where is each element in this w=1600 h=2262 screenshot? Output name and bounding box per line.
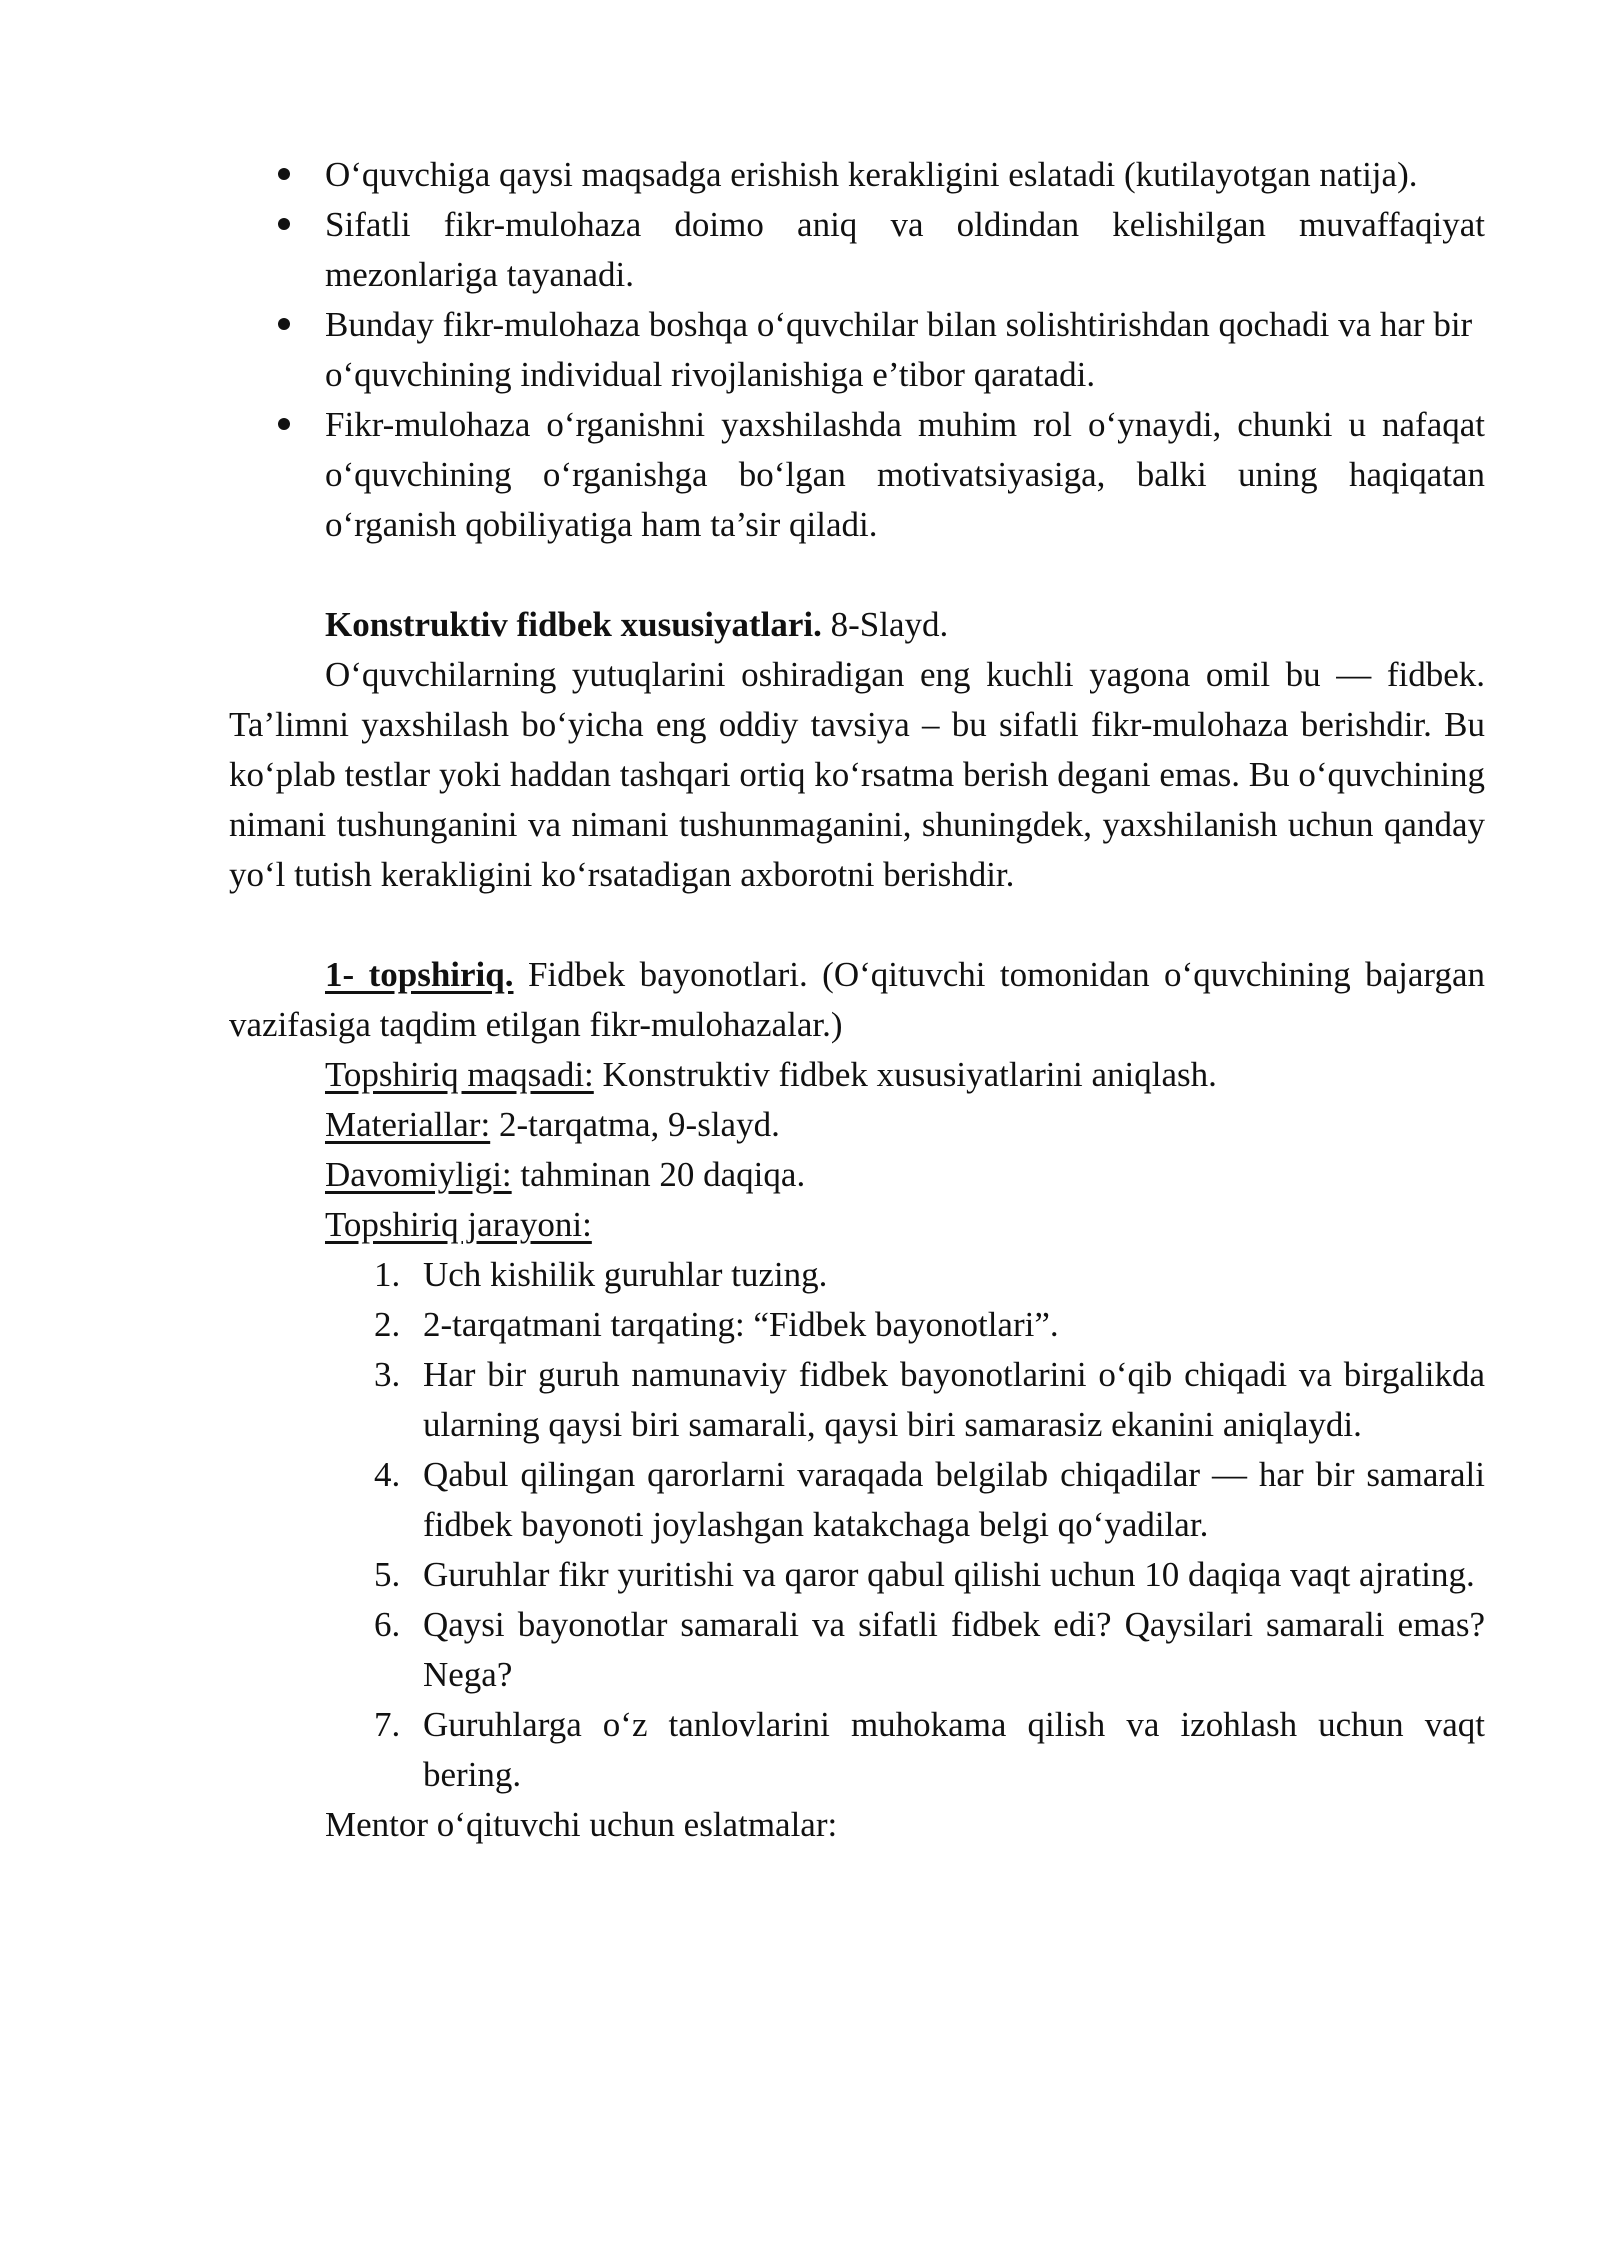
task-goal-label: Topshiriq maqsadi: bbox=[325, 1055, 594, 1094]
step-number: 7. bbox=[374, 1705, 401, 1744]
step-text: Guruhlarga o‘z tanlovlarini muhokama qilish va izohlash uchun vaqt bering. bbox=[423, 1705, 1485, 1794]
task-duration bbox=[229, 1150, 1485, 1200]
section-slide-ref: 8-Slayd. bbox=[821, 605, 949, 644]
mentor-notes-heading: Mentor o‘qituvchi uchun eslatmalar: bbox=[325, 1805, 838, 1844]
step-text: Qabul qilingan qarorlarni varaqada belgilab chiqadilar — har bir samarali fidbek bayonoti joylashgan katakchaga belgi qo‘yadilar. bbox=[423, 1455, 1485, 1544]
step-number: 5. bbox=[374, 1555, 401, 1594]
section-heading bbox=[229, 600, 1485, 650]
task-title: Fidbek bayonotlari. (O‘qituvchi tomonidan o‘quvchining bajargan vazifasiga taqdim etilgan fikr-mulohazalar.) bbox=[229, 955, 1485, 1044]
bullet-text: Fikr-mulohaza o‘rganishni yaxshilashda muhim rol o‘ynaydi, chunki u nafaqat o‘quvchining o‘rganishga bo‘lgan motivatsiyasiga, balki uning haqiqatan o‘rganish qobiliyatiga ham ta’sir qiladi. bbox=[325, 405, 1485, 544]
task-materials-text: 2-tarqatma, 9-slayd. bbox=[490, 1105, 780, 1144]
step-number: 3. bbox=[374, 1355, 401, 1394]
bullet-item bbox=[229, 300, 1485, 400]
task-duration-text: tahminan 20 daqiqa. bbox=[511, 1155, 806, 1194]
spacer bbox=[229, 900, 1485, 950]
step-text: Uch kishilik guruhlar tuzing. bbox=[423, 1255, 828, 1294]
list-item bbox=[229, 1350, 1485, 1450]
bullet-dot-icon bbox=[278, 418, 290, 430]
task-materials bbox=[229, 1100, 1485, 1150]
bullet-dot-icon bbox=[278, 218, 290, 230]
bullet-item bbox=[229, 150, 1485, 200]
list-item bbox=[229, 1550, 1485, 1600]
bullet-dot-icon bbox=[278, 168, 290, 180]
task-process-label: Topshiriq jarayoni: bbox=[325, 1205, 592, 1244]
bullet-text: O‘quvchiga qaysi maqsadga erishish kerakligini eslatadi (kutilayotgan natija). bbox=[325, 155, 1418, 194]
bullet-item bbox=[229, 200, 1485, 300]
spacer bbox=[229, 550, 1485, 600]
task-goal bbox=[229, 1050, 1485, 1100]
list-item bbox=[229, 1450, 1485, 1550]
section-paragraph: O‘quvchilarning yutuqlarini oshiradigan eng kuchli yagona omil bu — fidbek. Ta’limni yaxshilash bo‘yicha eng oddiy tavsiya – bu sifatli fikr-mulohaza berishdir. Bu ko‘plab testlar yoki haddan tashqari ortiq ko‘rsatma berish degani emas. Bu o‘quvchining nimani tushunganini va nimani tushunmaganini, shuningdek, yaxshilanish uchun qanday yo‘l tutish kerakligini ko‘rsatadigan axborotni berishdir. bbox=[229, 655, 1485, 894]
list-item bbox=[229, 1600, 1485, 1700]
step-number: 4. bbox=[374, 1455, 401, 1494]
bullet-item bbox=[229, 400, 1485, 550]
task-materials-label: Materiallar: bbox=[325, 1105, 491, 1144]
step-text: Qaysi bayonotlar samarali va sifatli fidbek edi? Qaysilari samarali emas? Nega? bbox=[423, 1605, 1485, 1694]
bullet-dot-icon bbox=[278, 318, 290, 330]
task-goal-text: Konstruktiv fidbek xususiyatlarini aniqlash. bbox=[593, 1055, 1217, 1094]
bullet-text: Bunday fikr-mulohaza boshqa o‘quvchilar bilan solishtirishdan qochadi va har bir o‘quvchining individual rivojlanishiga e’tibor qaratadi. bbox=[325, 305, 1473, 394]
step-number: 2. bbox=[374, 1305, 401, 1344]
step-text: 2-tarqatmani tarqating: “Fidbek bayonotlari”. bbox=[423, 1305, 1059, 1344]
task-duration-label: Davomiyligi: bbox=[325, 1155, 512, 1194]
list-item bbox=[229, 1300, 1485, 1350]
list-item bbox=[229, 1700, 1485, 1800]
step-number: 1. bbox=[374, 1255, 401, 1294]
step-number: 6. bbox=[374, 1605, 401, 1644]
bullet-list bbox=[229, 150, 1485, 550]
step-text: Guruhlar fikr yuritishi va qaror qabul qilishi uchun 10 daqiqa vaqt ajrating. bbox=[423, 1555, 1475, 1594]
section-title: Konstruktiv fidbek xususiyatlari. bbox=[325, 605, 822, 644]
task-steps-list bbox=[229, 1250, 1485, 1800]
task-process bbox=[229, 1200, 1485, 1250]
task-heading bbox=[229, 950, 1485, 1050]
bullet-text: Sifatli fikr-mulohaza doimo aniq va oldindan kelishilgan muvaffaqiyat mezonlariga tayanadi. bbox=[325, 205, 1485, 294]
document-page bbox=[229, 150, 1485, 1850]
task-label: 1- topshiriq. bbox=[325, 955, 514, 994]
list-item bbox=[229, 1250, 1485, 1300]
step-text: Har bir guruh namunaviy fidbek bayonotlarini o‘qib chiqadi va birgalikda ularning qaysi biri samarali, qaysi biri samarasiz ekanini aniqlaydi. bbox=[423, 1355, 1485, 1444]
